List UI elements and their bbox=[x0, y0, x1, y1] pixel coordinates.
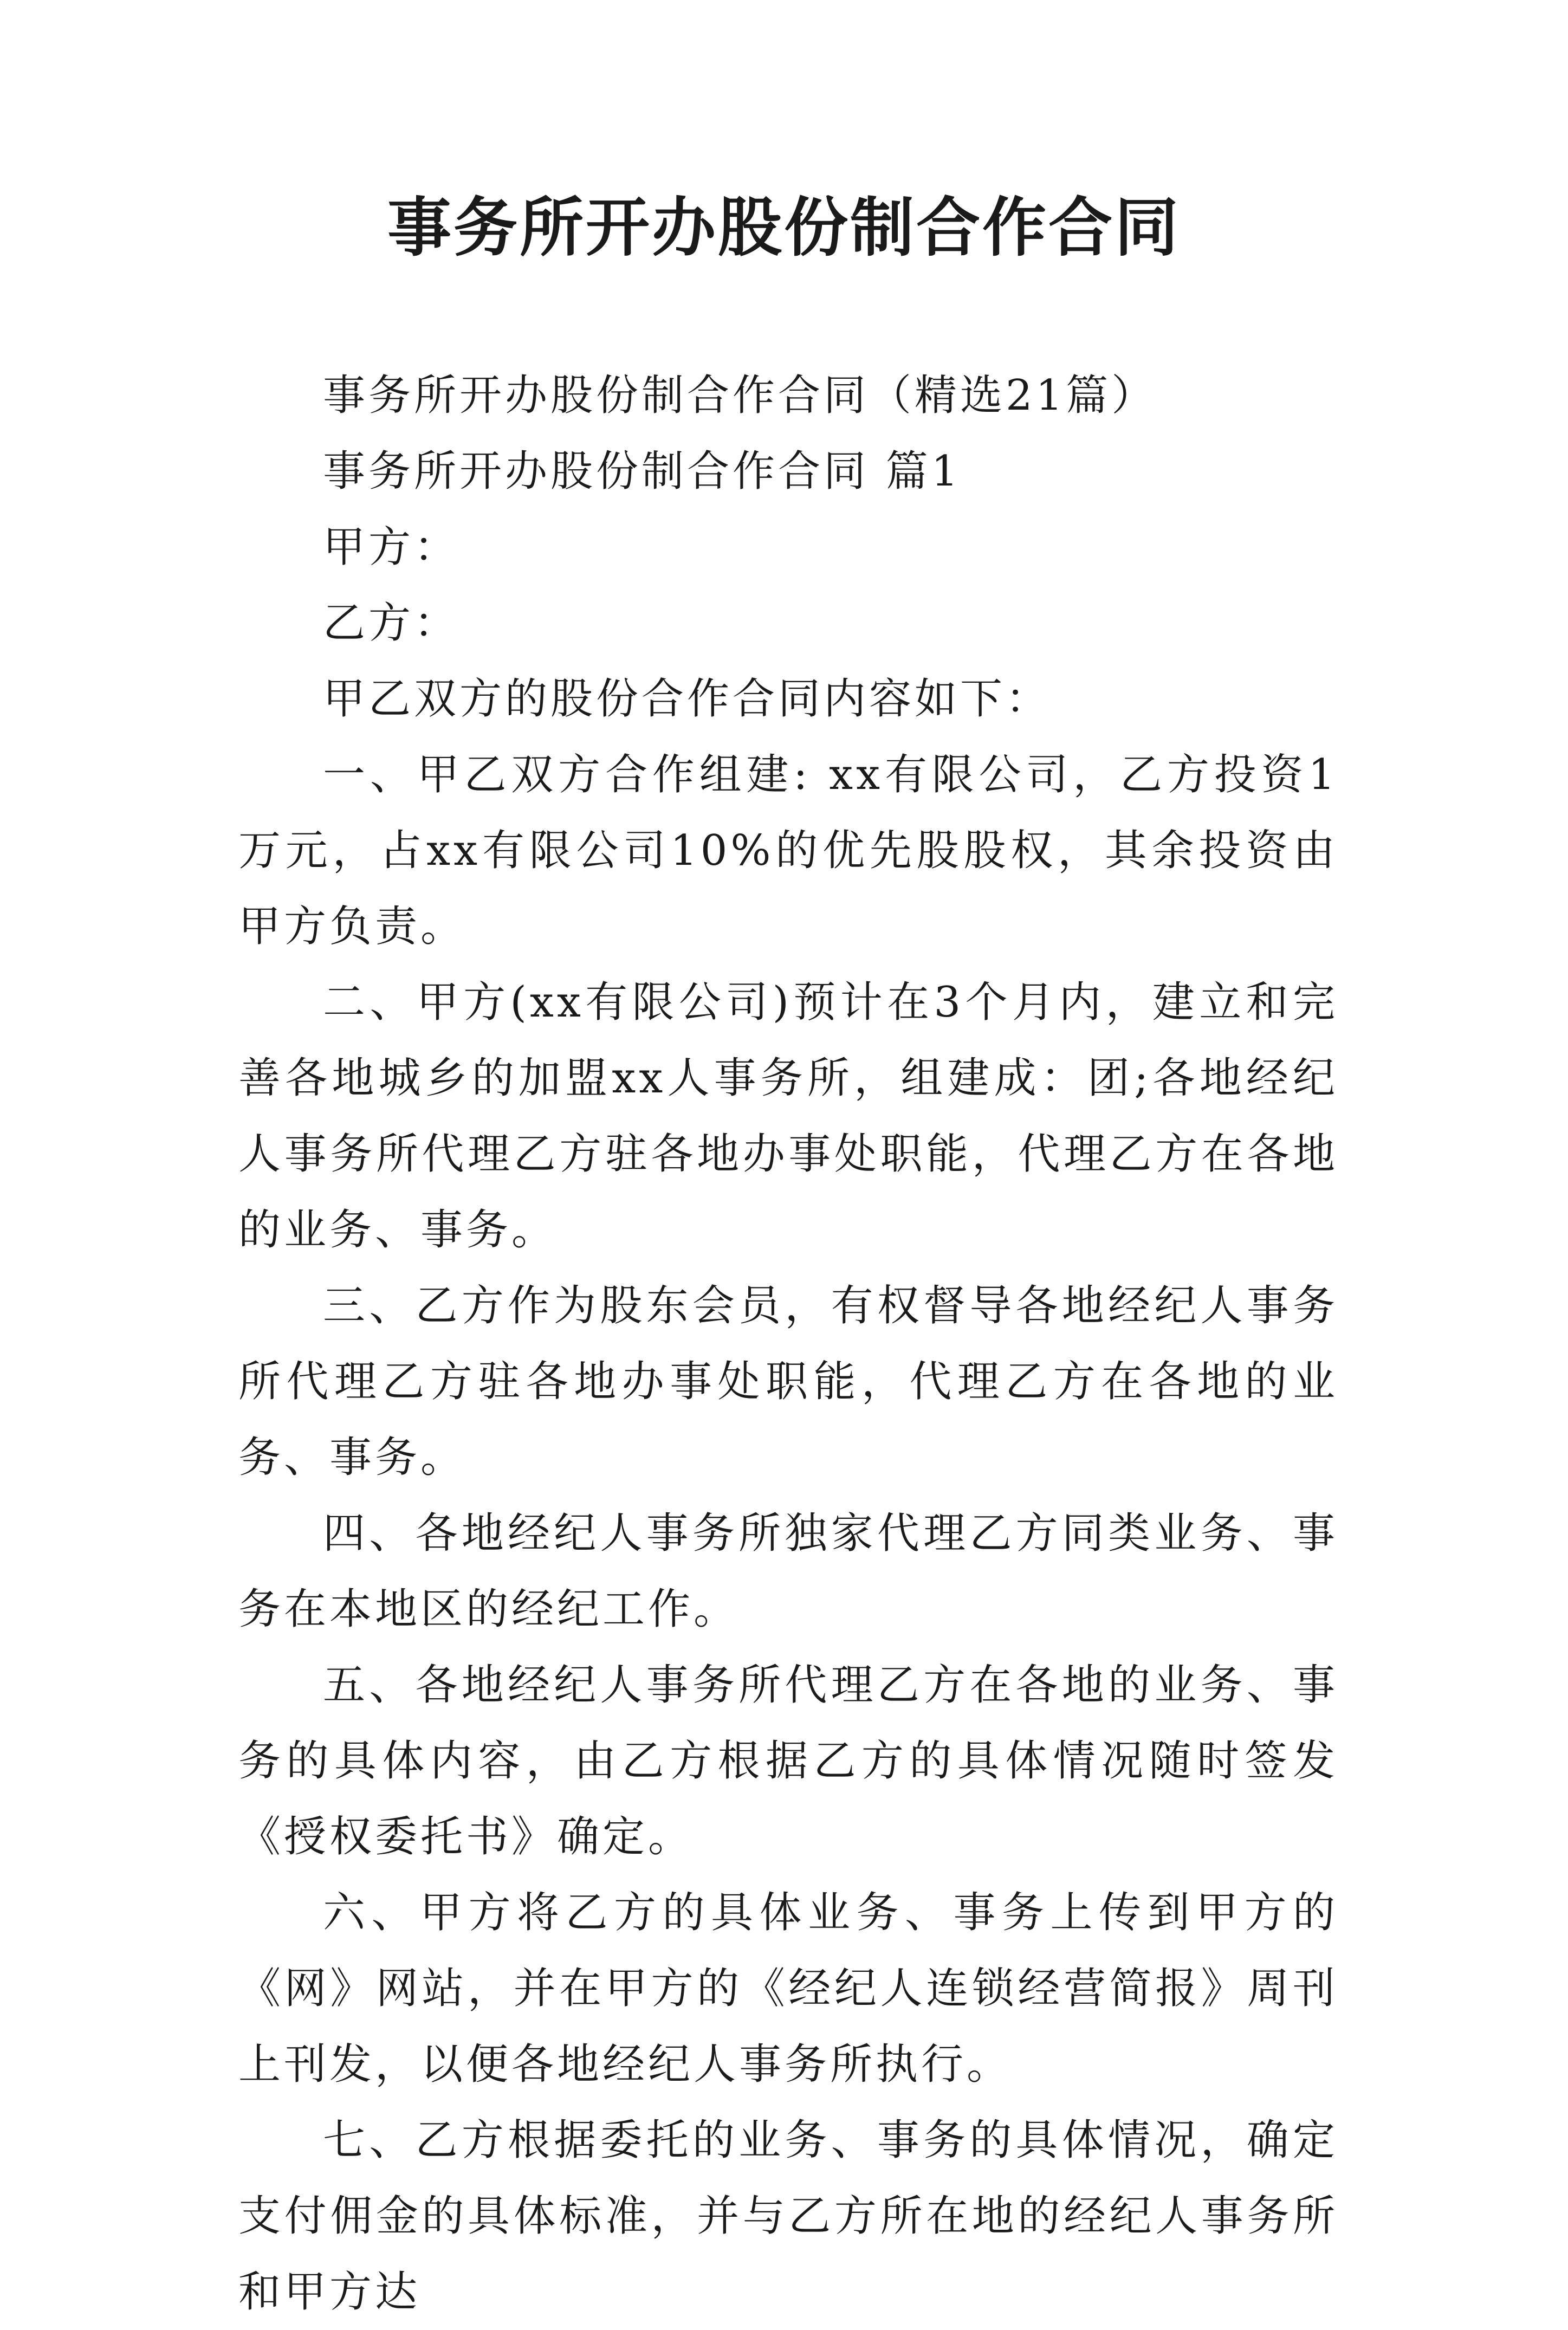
paragraph-clause-1: 一、甲乙双方合作组建: xx有限公司，乙方投资1万元，占xx有限公司10%的优先股股权，其余投资由甲方负责。 bbox=[238, 750, 1338, 951]
paragraph-clause-7: 七、乙方根据委托的业务、事务的具体情况，确定支付佣金的具体标准，并与乙方所在地的经纪人事务所和甲方达 bbox=[238, 2116, 1338, 2316]
paragraph-party-a: 甲方： bbox=[323, 523, 460, 572]
paragraph-clause-3: 三、乙方作为股东会员，有权督导各地经纪人事务所代理乙方驻各地办事处职能，代理乙方在各地的业务、事务。 bbox=[238, 1282, 1338, 1482]
paragraph-clause-2: 二、甲方(xx有限公司)预计在3个月内，建立和完善各地城乡的加盟xx人事务所，组建成：团;各地经纪人事务所代理乙方驻各地办事处职能，代理乙方在各地的业务、事务。 bbox=[238, 978, 1338, 1254]
paragraph-subtitle: 事务所开办股份制合作合同（精选21篇） bbox=[323, 371, 1157, 420]
paragraph-intro: 甲乙双方的股份合作合同内容如下： bbox=[323, 675, 1052, 723]
paragraph-section-heading: 事务所开办股份制合作合同 篇1 bbox=[323, 447, 962, 496]
paragraph-clause-5: 五、各地经纪人事务所代理乙方在各地的业务、事务的具体内容，由乙方根据乙方的具体情况随时签发《授权委托书》确定。 bbox=[238, 1661, 1338, 1861]
paragraph-clause-4: 四、各地经纪人事务所独家代理乙方同类业务、事务在本地区的经纪工作。 bbox=[238, 1509, 1338, 1634]
document-title: 事务所开办股份制合作合同 bbox=[387, 190, 1181, 265]
paragraph-clause-6: 六、甲方将乙方的具体业务、事务上传到甲方的《网》网站，并在甲方的《经纪人连锁经营简报》周刊上刊发，以便各地经纪人事务所执行。 bbox=[238, 1888, 1338, 2089]
document-body bbox=[238, 358, 1338, 2330]
paragraph-party-b: 乙方： bbox=[323, 599, 460, 648]
